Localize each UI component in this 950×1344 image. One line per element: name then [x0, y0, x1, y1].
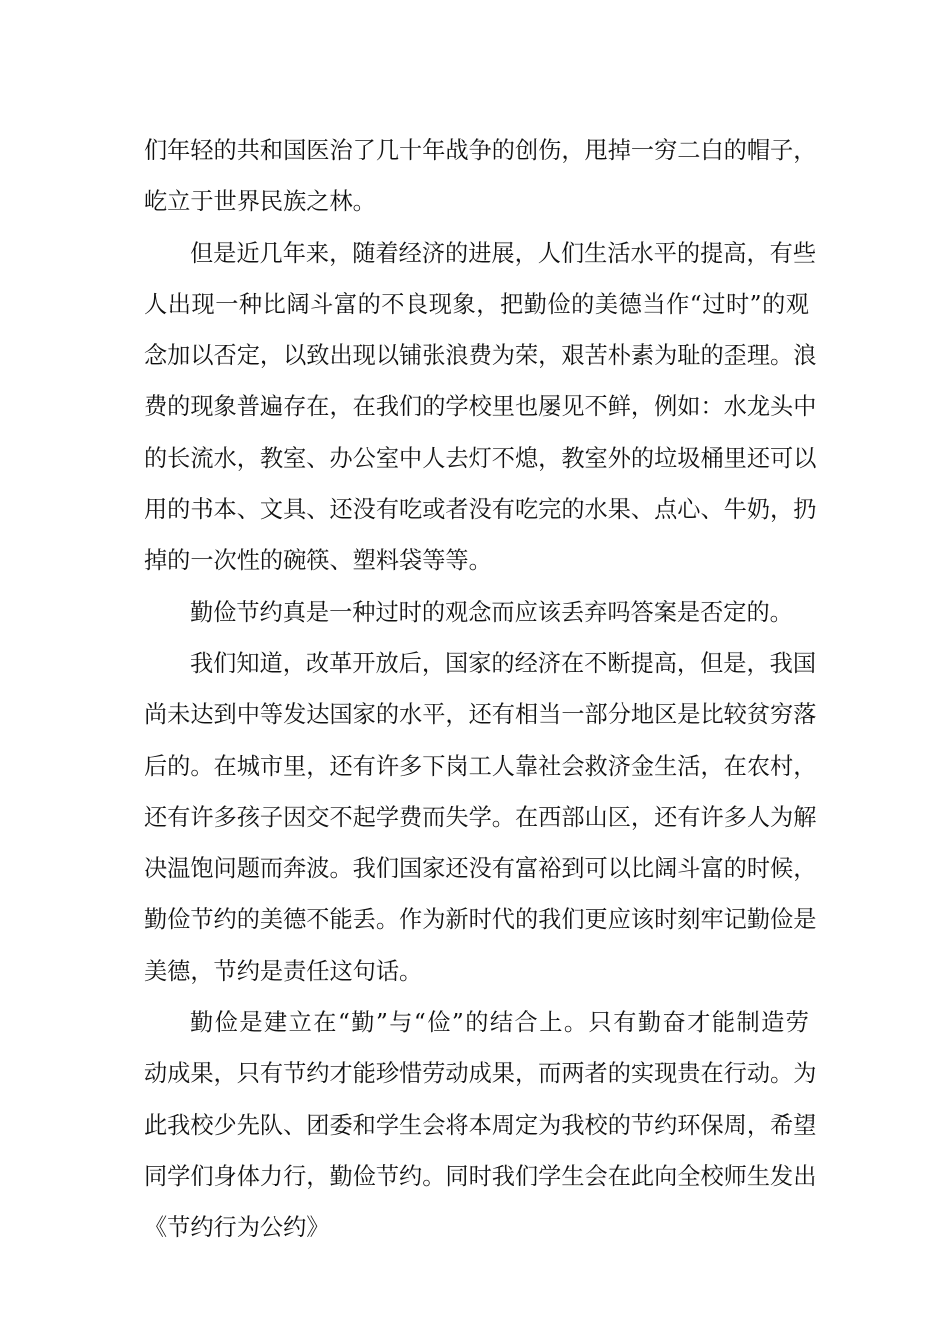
- text-line: 同学们身体力行，勤俭节约。同时我们学生会在此向全校师生发出: [144, 1162, 817, 1190]
- text-line: 念加以否定，以致出现以铺张浪费为荣，艰苦朴素为耻的歪理。浪: [144, 342, 817, 370]
- paragraph-start-line: 勤俭节约真是一种过时的观念而应该丢弃吗答案是否定的。: [190, 598, 793, 626]
- text-line: 的长流水，教室、办公室中人去灯不熄，教室外的垃圾桶里还可以: [144, 444, 817, 472]
- text-line: 后的。在城市里，还有许多下岗工人靠社会救济金生活，在农村，: [144, 752, 817, 780]
- text-line: 动成果，只有节约才能珍惜劳动成果，而两者的实现贵在行动。为: [144, 1060, 817, 1088]
- text-line: 《节约行为公约》: [144, 1214, 330, 1242]
- text-line: 美德，节约是责任这句话。: [144, 957, 423, 985]
- text-line: 费的现象普遍存在，在我们的学校里也屡见不鲜，例如：水龙头中: [144, 393, 817, 421]
- text-line: 勤俭节约的美德不能丢。作为新时代的我们更应该时刻牢记勤俭是: [144, 906, 817, 934]
- text-line: 人出现一种比阔斗富的不良现象，把勤俭的美德当作“过时”的观: [144, 290, 809, 318]
- text-line: 用的书本、文具、还没有吃或者没有吃完的水果、点心、牛奶，扔: [144, 496, 817, 524]
- text-line: 尚未达到中等发达国家的水平，还有相当一部分地区是比较贫穷落: [144, 701, 817, 729]
- text-line: 此我校少先队、团委和学生会将本周定为我校的节约环保周，希望: [144, 1111, 817, 1139]
- paragraph-start-line: 勤俭是建立在“勤”与“俭”的结合上。只有勤奋才能制造劳: [190, 1009, 809, 1037]
- text-line: 决温饱问题而奔波。我们国家还没有富裕到可以比阔斗富的时候，: [144, 855, 817, 883]
- paragraph-start-line: 我们知道，改革开放后，国家的经济在不断提高，但是，我国: [190, 649, 817, 677]
- text-line: 还有许多孩子因交不起学费而失学。在西部山区，还有许多人为解: [144, 803, 817, 831]
- paragraph-start-line: 但是近几年来，随着经济的进展，人们生活水平的提高，有些: [190, 239, 817, 267]
- text-line: 屹立于世界民族之林。: [144, 188, 376, 216]
- text-line: 掉的一次性的碗筷、塑料袋等等。: [144, 547, 492, 575]
- text-line: 们年轻的共和国医治了几十年战争的创伤，甩掉一穷二白的帽子，: [144, 137, 817, 164]
- body-text: [144, 125, 817, 1254]
